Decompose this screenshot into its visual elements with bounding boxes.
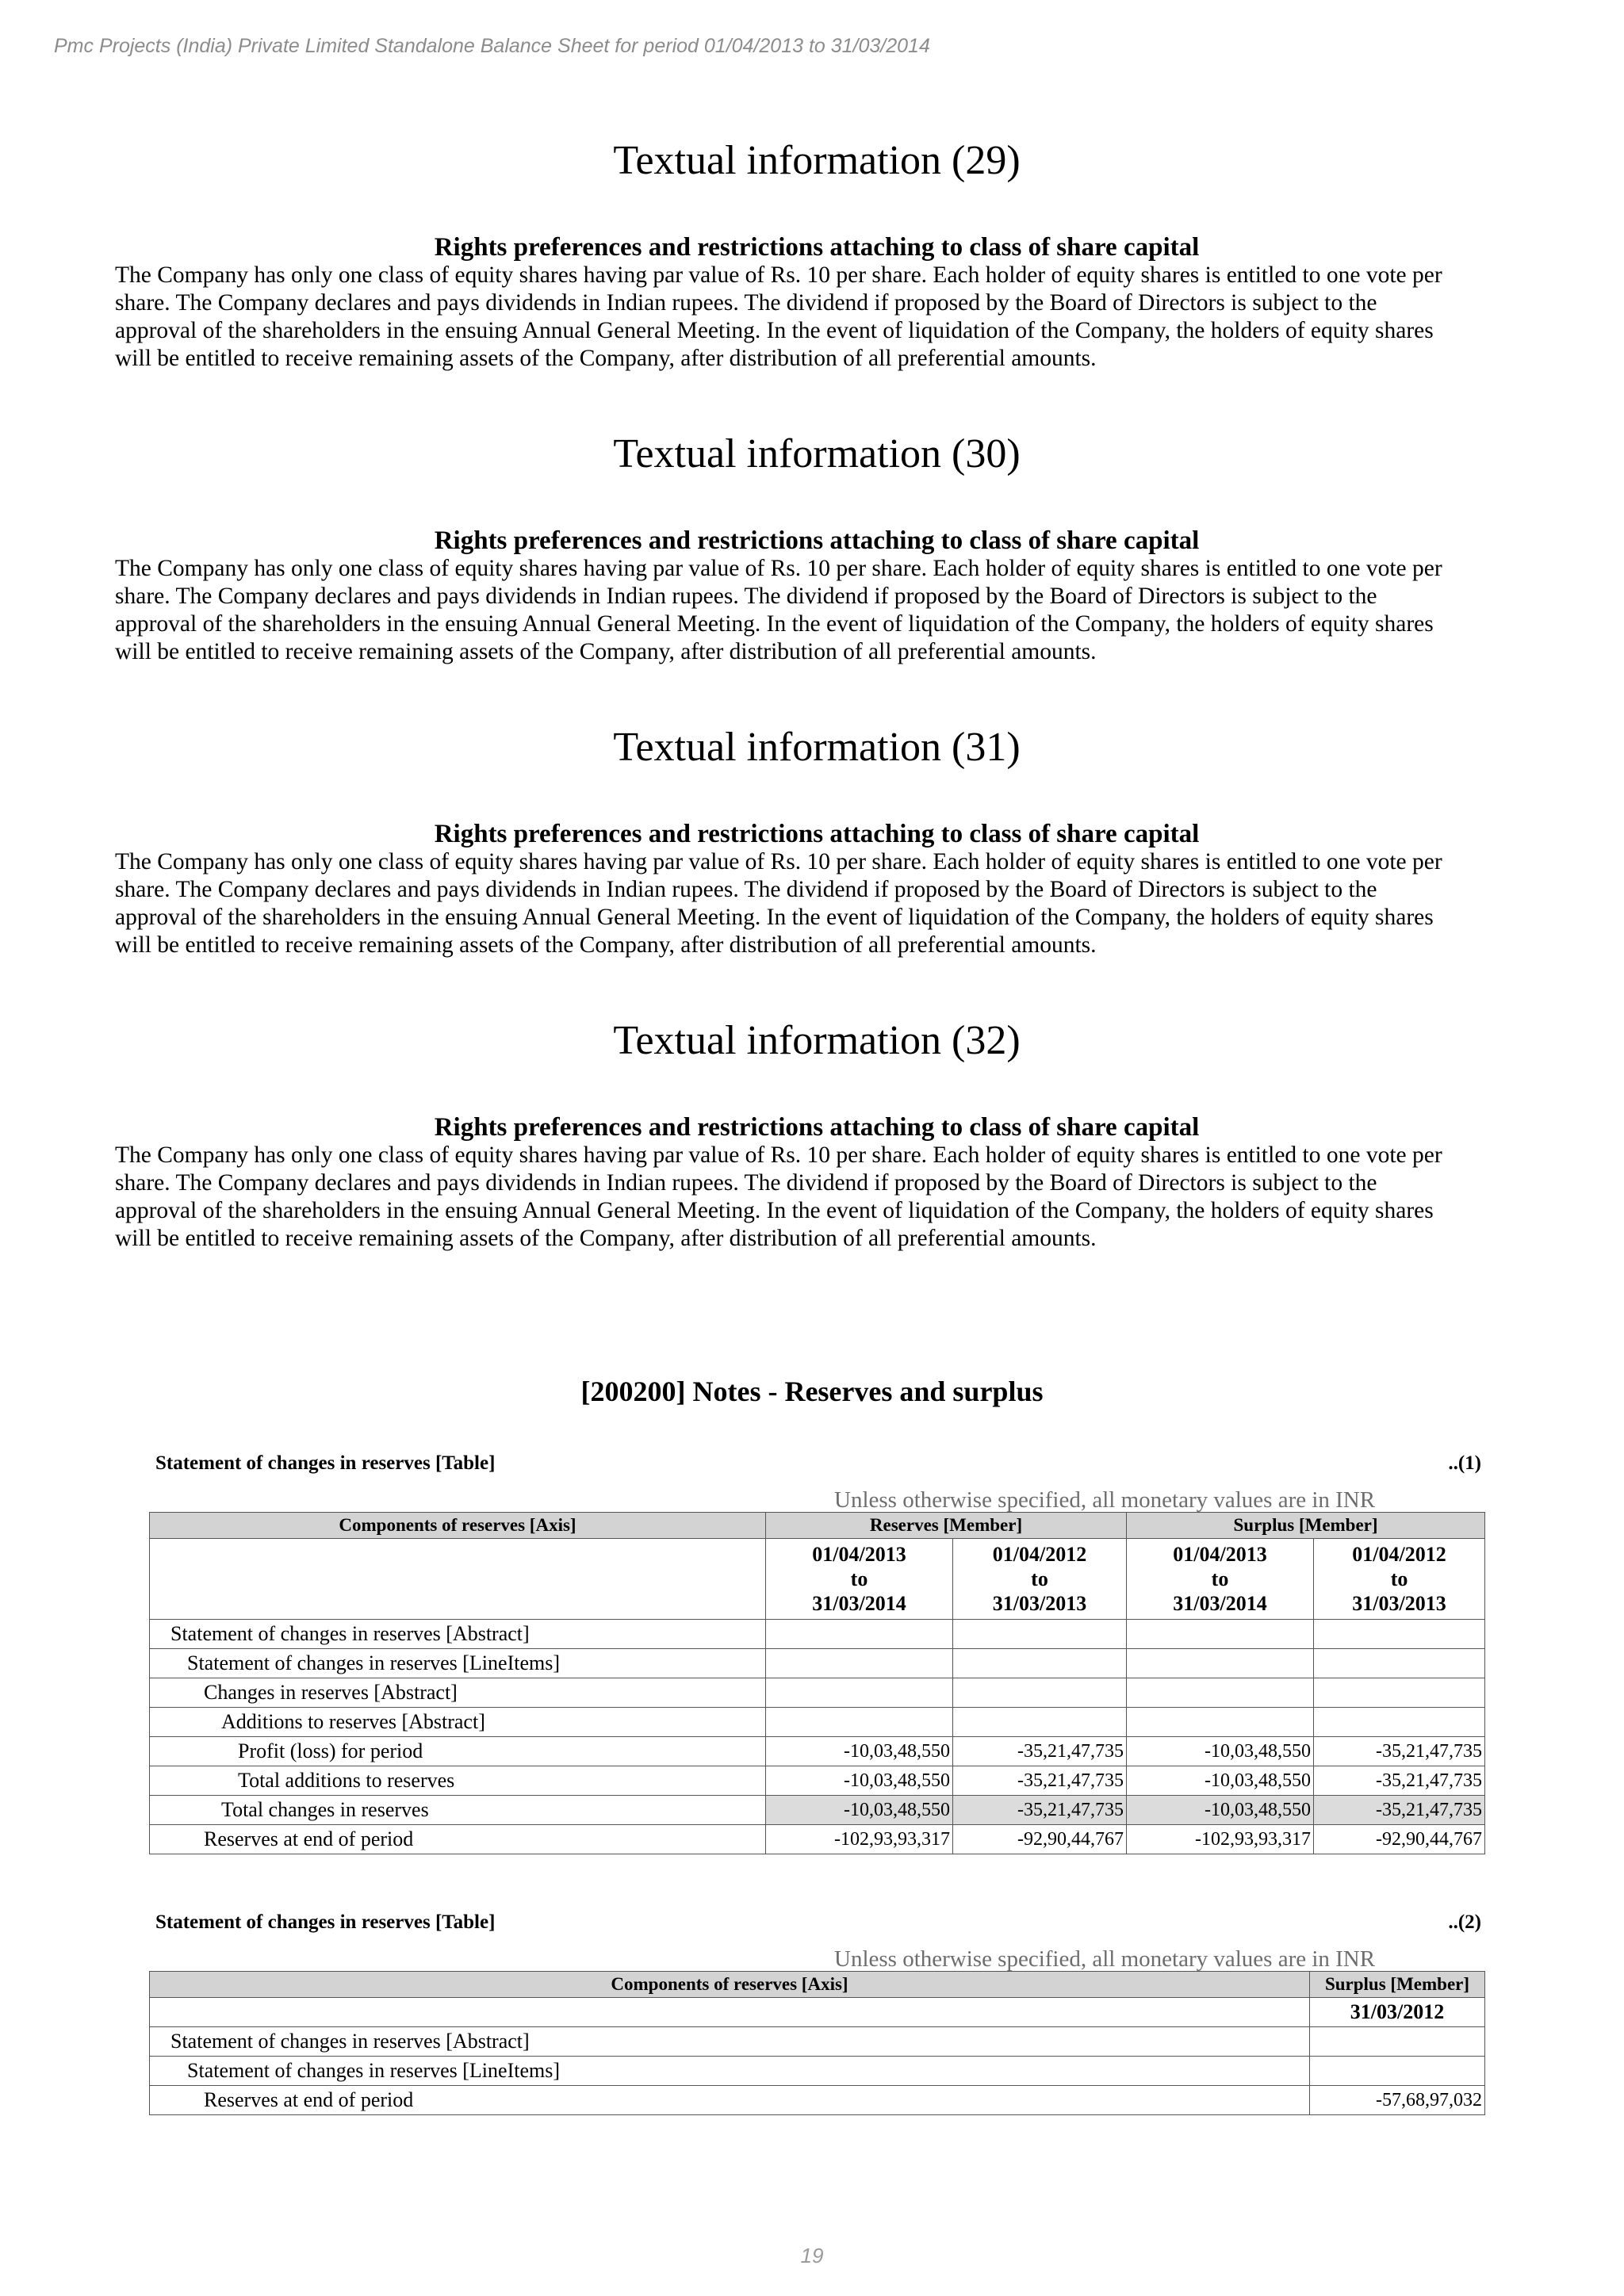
table-row: [150, 1766, 1485, 1796]
body-line: share. The Company declares and pays dividends in Indian rupees. The dividend if proposed by the Board of Directors is subject to the: [115, 584, 1377, 609]
body-line: will be entitled to receive remaining assets of the Company, after distribution of all preferential amounts.: [115, 346, 1097, 371]
value-cell: -35,21,47,735: [1314, 1737, 1485, 1766]
table-row: [150, 1708, 1485, 1737]
value-cell: [953, 1708, 1127, 1737]
value-cell: -10,03,48,550: [766, 1766, 953, 1796]
body-line: The Company has only one class of equity shares having par value of Rs. 10 per share. Each holder of equity shares is entitled to one vote per: [115, 262, 1442, 288]
textual-info-block: [115, 430, 1519, 666]
body-line: share. The Company declares and pays dividends in Indian rupees. The dividend if proposed by the Board of Directors is subject to the: [115, 877, 1377, 902]
table-row: [150, 1678, 1485, 1708]
value-cell: -92,90,44,767: [1314, 1825, 1485, 1854]
empty-cell: [150, 1539, 766, 1620]
row-label: Additions to reserves [Abstract]: [150, 1708, 766, 1737]
value-cell: [766, 1620, 953, 1649]
value-cell: -10,03,48,550: [1127, 1766, 1314, 1796]
textual-info-block: [115, 137, 1519, 373]
value-cell: [1314, 1708, 1485, 1737]
period-start: 01/04/2013: [1173, 1543, 1267, 1566]
value-cell: [1127, 1620, 1314, 1649]
row-label: Statement of changes in reserves [Abstract]: [150, 2027, 1310, 2057]
value-cell: [1127, 1649, 1314, 1678]
textual-info-heading: Textual information (31): [613, 725, 1021, 770]
body-line: The Company has only one class of equity shares having par value of Rs. 10 per share. Each holder of equity shares is entitled to one vote per: [115, 849, 1442, 874]
period-start: 01/04/2013: [812, 1543, 906, 1566]
textual-info-subheading: Rights preferences and restrictions attaching to class of share capital: [434, 1113, 1200, 1142]
value-cell: [1314, 1620, 1485, 1649]
textual-info-subheading: Rights preferences and restrictions attaching to class of share capital: [434, 233, 1200, 262]
page-number: 19: [800, 2244, 824, 2267]
value-cell: -35,21,47,735: [1314, 1796, 1485, 1825]
body-line: will be entitled to receive remaining assets of the Company, after distribution of all preferential amounts.: [115, 1226, 1097, 1251]
value-cell: [1314, 1678, 1485, 1708]
table-sequence: ..(1): [1448, 1452, 1481, 1474]
document-header: Pmc Projects (India) Private Limited Standalone Balance Sheet for period 01/04/2013 to 31/03/2014: [54, 35, 930, 57]
body-line: approval of the shareholders in the ensuing Annual General Meeting. In the event of liquidation of the Company, the holders of equity shares: [115, 1198, 1434, 1223]
table-sequence: ..(2): [1448, 1911, 1481, 1933]
row-label: Changes in reserves [Abstract]: [150, 1678, 766, 1708]
value-cell: -10,03,48,550: [766, 1737, 953, 1766]
body-line: approval of the shareholders in the ensuing Annual General Meeting. In the event of liquidation of the Company, the holders of equity shares: [115, 611, 1434, 637]
member-header: Surplus [Member]: [1310, 1972, 1485, 1998]
period-header: [766, 1539, 953, 1620]
body-line: The Company has only one class of equity shares having par value of Rs. 10 per share. Each holder of equity shares is entitled to one vote per: [115, 1142, 1442, 1168]
table-header-row: [150, 1513, 1485, 1539]
period-to: to: [1211, 1567, 1229, 1590]
body-line: will be entitled to receive remaining assets of the Company, after distribution of all preferential amounts.: [115, 639, 1097, 664]
value-cell: -10,03,48,550: [1127, 1796, 1314, 1825]
value-cell: -57,68,97,032: [1310, 2086, 1485, 2115]
value-cell: [766, 1678, 953, 1708]
value-cell: [766, 1649, 953, 1678]
member-header: Surplus [Member]: [1127, 1513, 1485, 1539]
body-line: approval of the shareholders in the ensuing Annual General Meeting. In the event of liquidation of the Company, the holders of equity shares: [115, 905, 1434, 930]
body-line: will be entitled to receive remaining assets of the Company, after distribution of all preferential amounts.: [115, 932, 1097, 958]
value-cell: [1314, 1649, 1485, 1678]
table-row: [150, 2086, 1485, 2115]
table-header-row: [150, 1972, 1485, 1998]
value-cell: [1127, 1708, 1314, 1737]
axis-label: Components of reserves [Axis]: [150, 1972, 1310, 1998]
value-cell: [1310, 2027, 1485, 2057]
textual-info-heading: Textual information (32): [613, 1018, 1021, 1063]
currency-note: Unless otherwise specified, all monetary values are in INR: [834, 1946, 1376, 1972]
value-cell: -35,21,47,735: [953, 1796, 1127, 1825]
textual-info-body: [115, 555, 1519, 666]
currency-note: Unless otherwise specified, all monetary values are in INR: [834, 1487, 1376, 1513]
period-to: to: [850, 1567, 868, 1590]
period-end: 31/03/2013: [1352, 1592, 1446, 1615]
table-row: [150, 1649, 1485, 1678]
value-cell: [953, 1649, 1127, 1678]
period-to: to: [1390, 1567, 1408, 1590]
table-row: [150, 1796, 1485, 1825]
value-cell: -10,03,48,550: [1127, 1737, 1314, 1766]
period-end: 31/03/2013: [992, 1592, 1087, 1615]
textual-info-heading: Textual information (29): [613, 138, 1021, 183]
value-cell: -35,21,47,735: [1314, 1766, 1485, 1796]
table-caption: [155, 1911, 1481, 1934]
period-header-row: [150, 1539, 1485, 1620]
value-cell: -10,03,48,550: [766, 1796, 953, 1825]
period-header: [1314, 1539, 1485, 1620]
value-cell: -35,21,47,735: [953, 1766, 1127, 1796]
reserves-table-2: [149, 1971, 1485, 2115]
body-line: approval of the shareholders in the ensuing Annual General Meeting. In the event of liquidation of the Company, the holders of equity shares: [115, 318, 1434, 343]
value-cell: [953, 1620, 1127, 1649]
textual-info-body: [115, 848, 1519, 959]
period-header: 31/03/2012: [1310, 1998, 1485, 2027]
period-end: 31/03/2014: [1173, 1592, 1267, 1615]
table-row: [150, 2027, 1485, 2057]
row-label: Total changes in reserves: [150, 1796, 766, 1825]
textual-info-heading: Textual information (30): [613, 431, 1021, 476]
row-label: Reserves at end of period: [150, 2086, 1310, 2115]
body-line: The Company has only one class of equity shares having par value of Rs. 10 per share. Each holder of equity shares is entitled to one vote per: [115, 556, 1442, 581]
member-header: Reserves [Member]: [766, 1513, 1127, 1539]
empty-cell: [150, 1998, 1310, 2027]
row-label: Statement of changes in reserves [Abstract]: [150, 1620, 766, 1649]
table-caption: [155, 1452, 1481, 1475]
textual-info-block: [115, 1017, 1519, 1253]
table-title: Statement of changes in reserves [Table]: [155, 1911, 496, 1933]
body-line: share. The Company declares and pays dividends in Indian rupees. The dividend if proposed by the Board of Directors is subject to the: [115, 1170, 1377, 1196]
textual-info-body: [115, 1142, 1519, 1253]
value-cell: [1310, 2057, 1485, 2086]
textual-info-subheading: Rights preferences and restrictions attaching to class of share capital: [434, 526, 1200, 555]
body-line: share. The Company declares and pays dividends in Indian rupees. The dividend if proposed by the Board of Directors is subject to the: [115, 290, 1377, 316]
textual-info-body: [115, 262, 1519, 373]
period-header: [953, 1539, 1127, 1620]
table-row: [150, 1825, 1485, 1854]
row-label: Reserves at end of period: [150, 1825, 766, 1854]
value-cell: -102,93,93,317: [766, 1825, 953, 1854]
value-cell: -92,90,44,767: [953, 1825, 1127, 1854]
row-label: Total additions to reserves: [150, 1766, 766, 1796]
value-cell: -102,93,93,317: [1127, 1825, 1314, 1854]
table-row: [150, 1737, 1485, 1766]
table-row: [150, 1620, 1485, 1649]
table-row: [150, 2057, 1485, 2086]
table-title: Statement of changes in reserves [Table]: [155, 1452, 496, 1474]
period-to: to: [1031, 1567, 1048, 1590]
value-cell: [1127, 1678, 1314, 1708]
period-start: 01/04/2012: [1352, 1543, 1446, 1566]
period-header-row: [150, 1998, 1485, 2027]
row-label: Statement of changes in reserves [LineItems]: [150, 2057, 1310, 2086]
axis-label: Components of reserves [Axis]: [150, 1513, 766, 1539]
value-cell: [766, 1708, 953, 1737]
notes-heading: [200200] Notes - Reserves and surplus: [580, 1376, 1044, 1407]
period-start: 01/04/2012: [992, 1543, 1087, 1566]
value-cell: [953, 1678, 1127, 1708]
row-label: Statement of changes in reserves [LineItems]: [150, 1649, 766, 1678]
value-cell: -35,21,47,735: [953, 1737, 1127, 1766]
textual-info-block: [115, 724, 1519, 959]
row-label: Profit (loss) for period: [150, 1737, 766, 1766]
period-header: [1127, 1539, 1314, 1620]
period-end: 31/03/2014: [812, 1592, 906, 1615]
textual-info-subheading: Rights preferences and restrictions attaching to class of share capital: [434, 820, 1200, 848]
reserves-table-1: [149, 1512, 1485, 1854]
